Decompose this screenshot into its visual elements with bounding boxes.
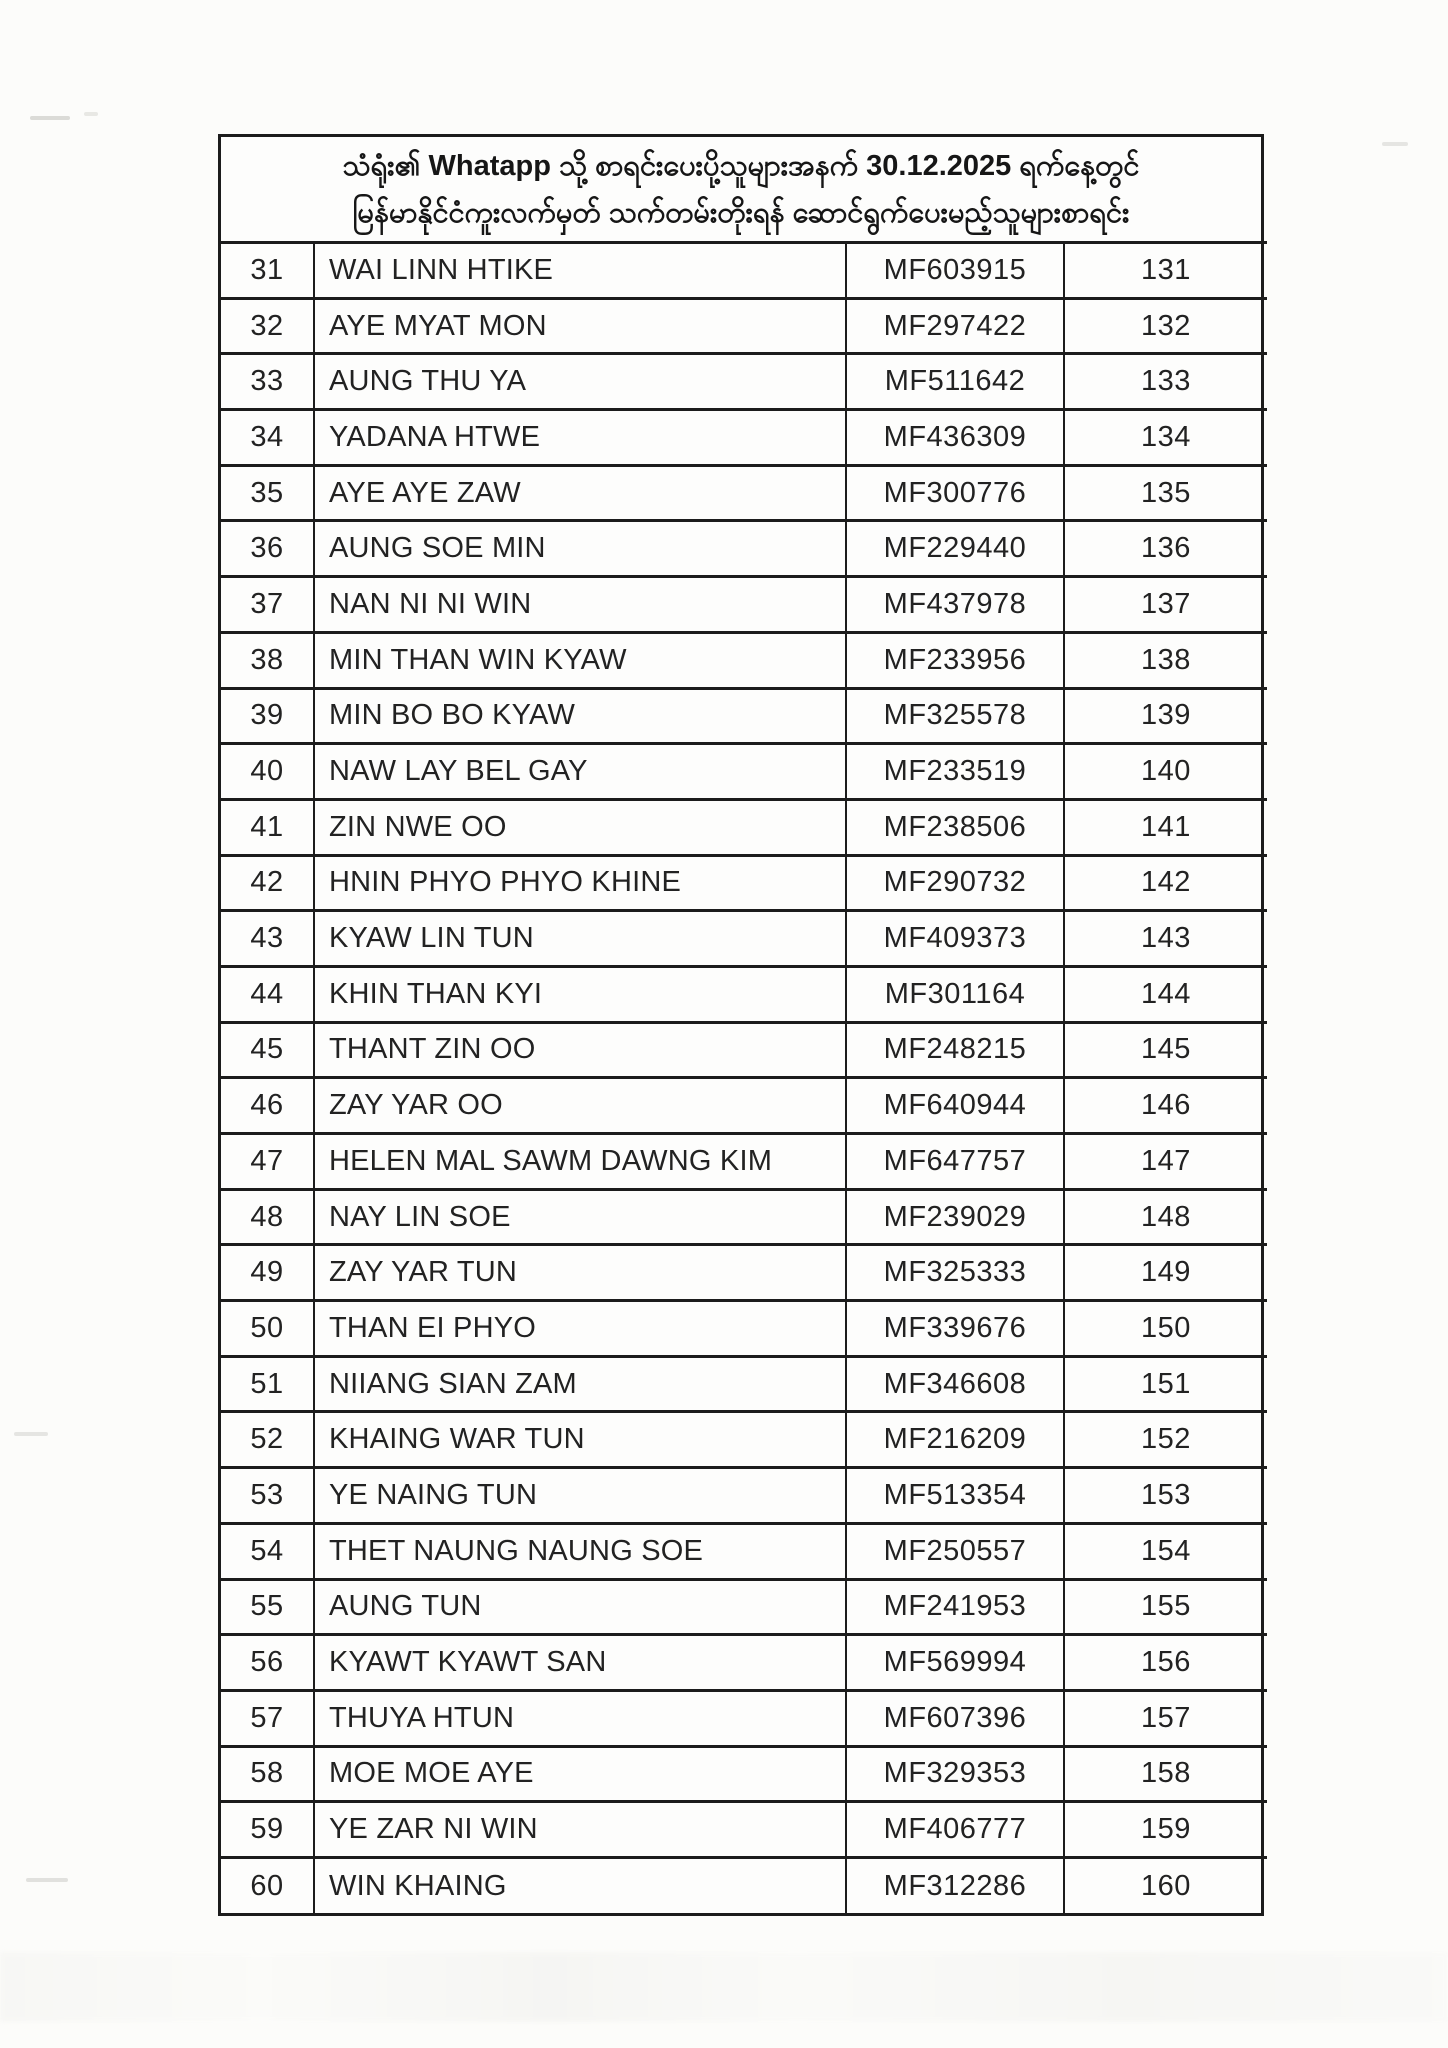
row-number-cell: 41	[221, 799, 314, 855]
serial-number-cell: 137	[1064, 577, 1267, 633]
table-row	[221, 688, 1267, 744]
table-body	[221, 243, 1267, 1914]
name-cell: THANT ZIN OO	[314, 1022, 846, 1078]
scan-artifact	[14, 1432, 48, 1436]
passport-number-cell: MF312286	[846, 1857, 1064, 1913]
table-row	[221, 410, 1267, 466]
passport-number-cell: MF216209	[846, 1412, 1064, 1468]
passport-number-cell: MF569994	[846, 1635, 1064, 1691]
row-number-cell: 51	[221, 1356, 314, 1412]
name-cell: NAW LAY BEL GAY	[314, 744, 846, 800]
serial-number-cell: 154	[1064, 1523, 1267, 1579]
name-cell: MOE MOE AYE	[314, 1746, 846, 1802]
row-number-cell: 45	[221, 1022, 314, 1078]
name-cell: AUNG SOE MIN	[314, 521, 846, 577]
row-number-cell: 35	[221, 465, 314, 521]
passport-number-cell: MF437978	[846, 577, 1064, 633]
serial-number-cell: 132	[1064, 298, 1267, 354]
name-cell: THAN EI PHYO	[314, 1301, 846, 1357]
serial-number-cell: 140	[1064, 744, 1267, 800]
table-row	[221, 354, 1267, 410]
serial-number-cell: 146	[1064, 1078, 1267, 1134]
scan-artifact	[26, 1878, 68, 1882]
passport-number-cell: MF290732	[846, 855, 1064, 911]
row-number-cell: 36	[221, 521, 314, 577]
table-row	[221, 465, 1267, 521]
row-number-cell: 34	[221, 410, 314, 466]
row-number-cell: 32	[221, 298, 314, 354]
name-cell: ZAY YAR OO	[314, 1078, 846, 1134]
name-cell: KHIN THAN KYI	[314, 966, 846, 1022]
passport-number-cell: MF233519	[846, 744, 1064, 800]
row-number-cell: 39	[221, 688, 314, 744]
name-cell: HNIN PHYO PHYO KHINE	[314, 855, 846, 911]
serial-number-cell: 159	[1064, 1802, 1267, 1858]
row-number-cell: 55	[221, 1579, 314, 1635]
name-cell: KYAWT KYAWT SAN	[314, 1635, 846, 1691]
serial-number-cell: 131	[1064, 243, 1267, 299]
row-number-cell: 44	[221, 966, 314, 1022]
table-row	[221, 1412, 1267, 1468]
passport-number-cell: MF607396	[846, 1690, 1064, 1746]
scan-smudge-band	[0, 1952, 1448, 2022]
row-number-cell: 59	[221, 1802, 314, 1858]
name-cell: AYE AYE ZAW	[314, 465, 846, 521]
table-row	[221, 1134, 1267, 1190]
table-row	[221, 911, 1267, 967]
serial-number-cell: 149	[1064, 1245, 1267, 1301]
roster-document	[218, 134, 1264, 1916]
serial-number-cell: 134	[1064, 410, 1267, 466]
passport-number-cell: MF325578	[846, 688, 1064, 744]
name-cell: YADANA HTWE	[314, 410, 846, 466]
serial-number-cell: 138	[1064, 632, 1267, 688]
passport-number-cell: MF250557	[846, 1523, 1064, 1579]
row-number-cell: 33	[221, 354, 314, 410]
name-cell: KYAW LIN TUN	[314, 911, 846, 967]
row-number-cell: 50	[221, 1301, 314, 1357]
table-row	[221, 1802, 1267, 1858]
row-number-cell: 43	[221, 911, 314, 967]
passport-number-cell: MF346608	[846, 1356, 1064, 1412]
table-row	[221, 1523, 1267, 1579]
serial-number-cell: 136	[1064, 521, 1267, 577]
passport-number-cell: MF239029	[846, 1189, 1064, 1245]
passport-number-cell: MF329353	[846, 1746, 1064, 1802]
table-row	[221, 1301, 1267, 1357]
serial-number-cell: 158	[1064, 1746, 1267, 1802]
table-row	[221, 1635, 1267, 1691]
table-row	[221, 855, 1267, 911]
table-row	[221, 1746, 1267, 1802]
row-number-cell: 38	[221, 632, 314, 688]
table-row	[221, 1245, 1267, 1301]
serial-number-cell: 150	[1064, 1301, 1267, 1357]
document-title-line1: သံရုံး၏ Whatapp သို့ စာရင်းပေးပို့သူများအနက် 30.12.2025 ရက်နေ့တွင်	[342, 150, 1140, 182]
row-number-cell: 54	[221, 1523, 314, 1579]
name-cell: AUNG TUN	[314, 1579, 846, 1635]
passport-number-cell: MF647757	[846, 1134, 1064, 1190]
serial-number-cell: 142	[1064, 855, 1267, 911]
name-cell: WAI LINN HTIKE	[314, 243, 846, 299]
table-row	[221, 1857, 1267, 1913]
table-row	[221, 1690, 1267, 1746]
table-row	[221, 298, 1267, 354]
passport-number-cell: MF603915	[846, 243, 1064, 299]
serial-number-cell: 155	[1064, 1579, 1267, 1635]
table-row	[221, 632, 1267, 688]
table-row	[221, 799, 1267, 855]
row-number-cell: 60	[221, 1857, 314, 1913]
name-cell: MIN THAN WIN KYAW	[314, 632, 846, 688]
name-cell: MIN BO BO KYAW	[314, 688, 846, 744]
name-cell: YE ZAR NI WIN	[314, 1802, 846, 1858]
name-cell: NAY LIN SOE	[314, 1189, 846, 1245]
serial-number-cell: 141	[1064, 799, 1267, 855]
serial-number-cell: 156	[1064, 1635, 1267, 1691]
row-number-cell: 58	[221, 1746, 314, 1802]
name-cell: ZAY YAR TUN	[314, 1245, 846, 1301]
serial-number-cell: 135	[1064, 465, 1267, 521]
scan-artifact	[84, 112, 98, 116]
document-title-line2: မြန်မာနိုင်ငံကူးလက်မှတ် သက်တမ်းတိုးရန် ဆောင်ရွက်ပေးမည့်သူများစာရင်း	[352, 197, 1130, 229]
table-row	[221, 1579, 1267, 1635]
passport-number-cell: MF248215	[846, 1022, 1064, 1078]
name-cell: AUNG THU YA	[314, 354, 846, 410]
row-number-cell: 46	[221, 1078, 314, 1134]
serial-number-cell: 144	[1064, 966, 1267, 1022]
row-number-cell: 40	[221, 744, 314, 800]
row-number-cell: 49	[221, 1245, 314, 1301]
name-cell: AYE MYAT MON	[314, 298, 846, 354]
serial-number-cell: 145	[1064, 1022, 1267, 1078]
passport-number-cell: MF339676	[846, 1301, 1064, 1357]
serial-number-cell: 143	[1064, 911, 1267, 967]
name-cell: KHAING WAR TUN	[314, 1412, 846, 1468]
serial-number-cell: 151	[1064, 1356, 1267, 1412]
table-row	[221, 1078, 1267, 1134]
passport-number-cell: MF300776	[846, 465, 1064, 521]
serial-number-cell: 153	[1064, 1468, 1267, 1524]
table-row	[221, 1189, 1267, 1245]
serial-number-cell: 157	[1064, 1690, 1267, 1746]
table-row	[221, 744, 1267, 800]
name-cell: ZIN NWE OO	[314, 799, 846, 855]
row-number-cell: 52	[221, 1412, 314, 1468]
name-cell: YE NAING TUN	[314, 1468, 846, 1524]
row-number-cell: 47	[221, 1134, 314, 1190]
row-number-cell: 56	[221, 1635, 314, 1691]
row-number-cell: 48	[221, 1189, 314, 1245]
passport-number-cell: MF301164	[846, 966, 1064, 1022]
row-number-cell: 31	[221, 243, 314, 299]
scan-artifact	[1382, 142, 1408, 146]
passport-number-cell: MF238506	[846, 799, 1064, 855]
passport-number-cell: MF229440	[846, 521, 1064, 577]
roster-table	[221, 241, 1267, 1913]
table-row	[221, 521, 1267, 577]
passport-number-cell: MF409373	[846, 911, 1064, 967]
name-cell: HELEN MAL SAWM DAWNG KIM	[314, 1134, 846, 1190]
passport-number-cell: MF511642	[846, 354, 1064, 410]
serial-number-cell: 160	[1064, 1857, 1267, 1913]
table-row	[221, 1468, 1267, 1524]
document-title	[221, 137, 1261, 241]
scan-artifact	[30, 116, 70, 120]
row-number-cell: 37	[221, 577, 314, 633]
serial-number-cell: 139	[1064, 688, 1267, 744]
row-number-cell: 53	[221, 1468, 314, 1524]
passport-number-cell: MF436309	[846, 410, 1064, 466]
passport-number-cell: MF640944	[846, 1078, 1064, 1134]
name-cell: THUYA HTUN	[314, 1690, 846, 1746]
serial-number-cell: 148	[1064, 1189, 1267, 1245]
passport-number-cell: MF241953	[846, 1579, 1064, 1635]
passport-number-cell: MF297422	[846, 298, 1064, 354]
serial-number-cell: 147	[1064, 1134, 1267, 1190]
table-row	[221, 1022, 1267, 1078]
passport-number-cell: MF233956	[846, 632, 1064, 688]
name-cell: THET NAUNG NAUNG SOE	[314, 1523, 846, 1579]
name-cell: NAN NI NI WIN	[314, 577, 846, 633]
table-row	[221, 243, 1267, 299]
serial-number-cell: 152	[1064, 1412, 1267, 1468]
table-row	[221, 1356, 1267, 1412]
row-number-cell: 57	[221, 1690, 314, 1746]
table-row	[221, 577, 1267, 633]
table-row	[221, 966, 1267, 1022]
passport-number-cell: MF406777	[846, 1802, 1064, 1858]
serial-number-cell: 133	[1064, 354, 1267, 410]
passport-number-cell: MF513354	[846, 1468, 1064, 1524]
name-cell: NIIANG SIAN ZAM	[314, 1356, 846, 1412]
name-cell: WIN KHAING	[314, 1857, 846, 1913]
passport-number-cell: MF325333	[846, 1245, 1064, 1301]
row-number-cell: 42	[221, 855, 314, 911]
